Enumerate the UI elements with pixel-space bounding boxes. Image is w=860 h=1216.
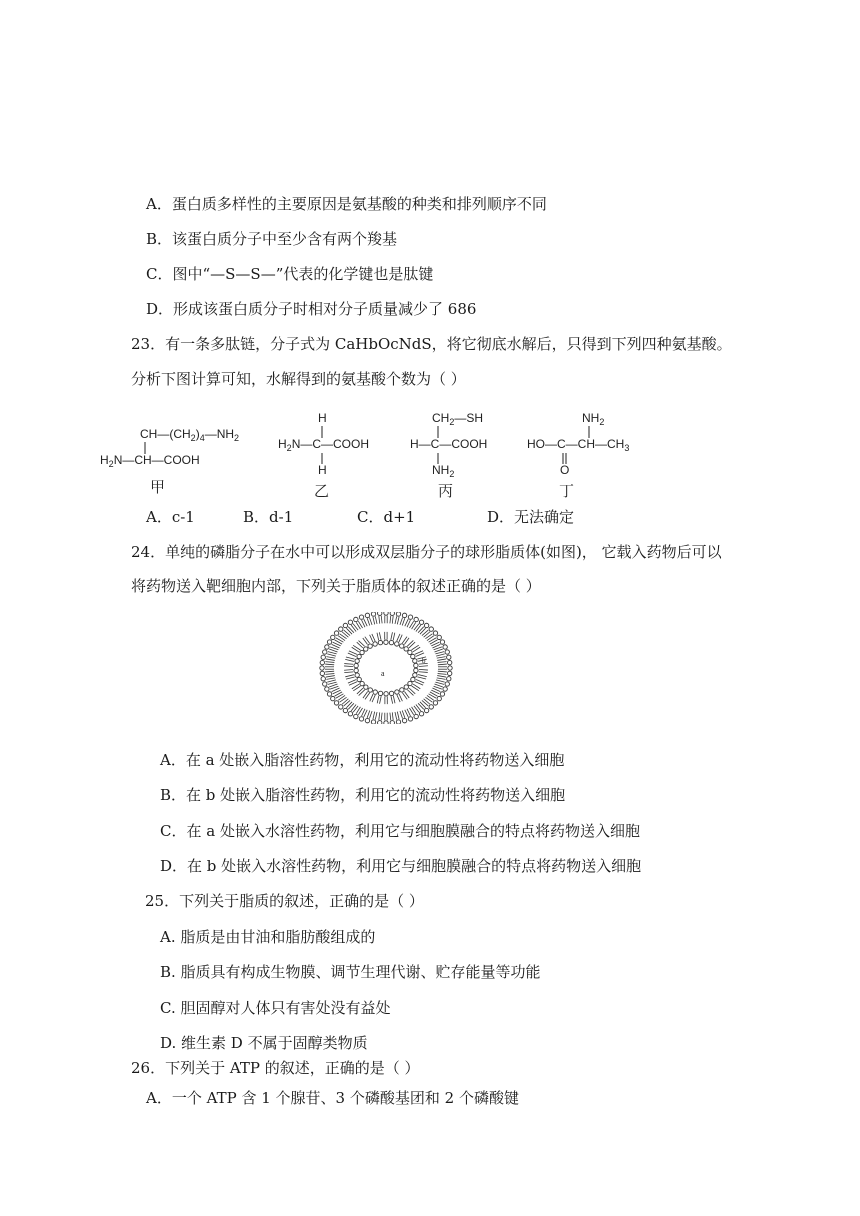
amino-acid-label-jia: 甲 (150, 478, 166, 496)
q24-option-b: B．在 b 处嵌入脂溶性药物，利用它的流动性将药物送入细胞 (160, 786, 566, 804)
q24-option-c: C．在 a 处嵌入水溶性药物，利用它与细胞膜融合的特点将药物送入细胞 (160, 822, 640, 840)
svg-text:H: H (318, 463, 327, 477)
q23-option-a: A．c-1 (146, 508, 195, 526)
q25-option-b: B. 脂质具有构成生物膜、调节生理代谢、贮存能量等功能 (160, 963, 541, 981)
liposome-diagram (318, 612, 454, 724)
q24-stem-line1: 24．单纯的磷脂分子在水中可以形成双层脂分子的球形脂质体(如图)， 它载入药物后可以 (131, 543, 722, 561)
svg-text:CH2—SH: $CH_2—SH$ (432, 411, 484, 427)
q22-option-d: D．形成该蛋白质分子时相对分子质量减少了 686 (146, 300, 477, 318)
q22-option-b: B．该蛋白质分子中至少含有两个羧基 (146, 230, 398, 248)
phospholipid-bilayer (320, 612, 452, 724)
q24-stem-line2: 将药物送入靶细胞内部，下列关于脂质体的叙述正确的是（ ） (131, 577, 541, 595)
svg-text:H2N—C—COOH: $H_2N—C—COOH$ (278, 437, 370, 453)
q22-option-c: C．图中“—S—S—”代表的化学键也是肽键 (146, 265, 434, 283)
q24-option-a: A．在 a 处嵌入脂溶性药物，利用它的流动性将药物送入细胞 (160, 751, 565, 769)
q23-option-c: C．d+1 (357, 508, 416, 526)
q23-stem-line2: 分析下图计算可知，水解得到的氨基酸个数为（ ） (131, 370, 466, 388)
svg-text:O: O (560, 463, 570, 477)
amino-acid-label-bing: 丙 (438, 482, 454, 500)
q25-option-a: A. 脂质是由甘油和脂肪酸组成的 (160, 928, 376, 946)
svg-text:H—C—COOH: H—C—COOH (410, 437, 488, 451)
svg-text:H2N—CH—COOH: $H_2N—CH—COOH$ (100, 453, 200, 469)
q26-option-a: A．一个 ATP 含 1 个腺苷、3 个磷酸基团和 2 个磷酸键 (146, 1089, 519, 1107)
q23-stem-line1: 23．有一条多肽链，分子式为 CaHbOcNdS，将它彻底水解后，只得到下列四种氨基酸。 (131, 335, 732, 353)
amino-acid-label-ding: 丁 (559, 482, 575, 500)
q23-option-d: D．无法确定 (487, 508, 575, 526)
q24-option-d: D．在 b 处嵌入水溶性药物，利用它与细胞膜融合的特点将药物送入细胞 (160, 857, 642, 875)
amino-acid-jia-structure (100, 418, 260, 501)
q26-stem: 26．下列关于 ATP 的叙述，正确的是（ ） (131, 1059, 420, 1077)
amino-acid-ding-structure (527, 410, 657, 501)
liposome-label-a: a (381, 669, 385, 678)
q23-option-b: B．d-1 (243, 508, 294, 526)
amino-acid-bing-structure (410, 410, 520, 501)
q22-option-a: A．蛋白质多样性的主要原因是氨基酸的种类和排列顺序不同 (146, 195, 547, 213)
q25-option-c: C. 胆固醇对人体只有害处没有益处 (160, 999, 391, 1017)
svg-text:NH2: $NH_2$ (432, 463, 455, 479)
svg-text:HO—C—CH—CH3: $HO—C—CH—CH_3$ (527, 437, 630, 453)
svg-text:H: H (318, 411, 327, 425)
liposome-label-b: b (422, 657, 426, 665)
svg-text:NH2: $NH_2$ (582, 411, 605, 427)
amino-acid-yi-structure (278, 410, 398, 501)
svg-text:CH—(CH2)4—NH2: $CH—(CH_2)_4—NH_2$ (140, 427, 240, 443)
amino-acid-label-yi: 乙 (314, 482, 330, 500)
q25-option-d: D. 维生素 D 不属于固醇类物质 (160, 1034, 368, 1052)
q25-stem: 25．下列关于脂质的叙述，正确的是（ ） (145, 892, 424, 910)
